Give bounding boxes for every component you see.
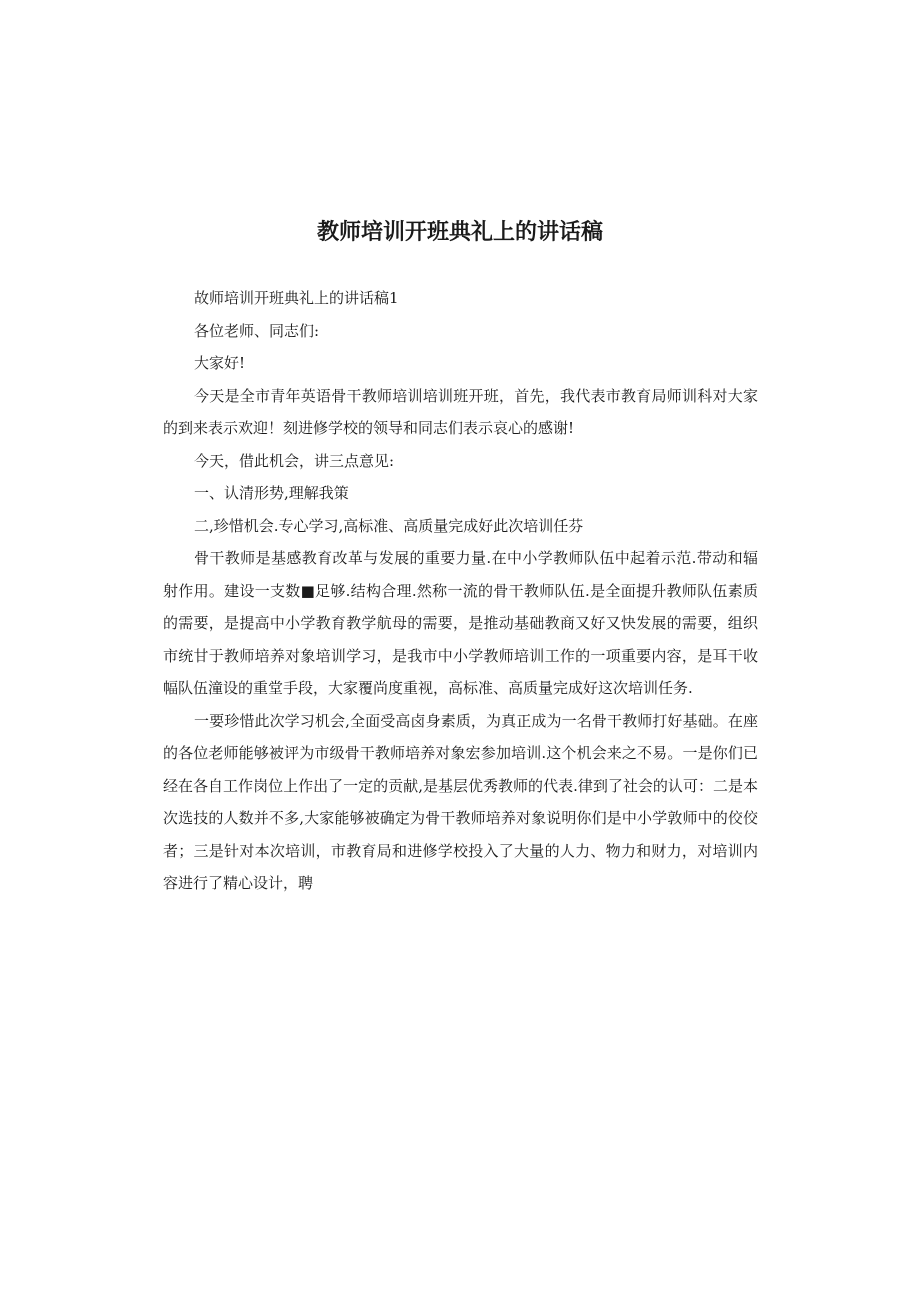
document-body (163, 282, 758, 900)
paragraph-subtitle: 故师培训开班典礼上的讲话稿1 (194, 289, 399, 307)
paragraph-intro-points: 今天，借此机会，讲三点意见: (194, 451, 395, 470)
paragraph-greeting: 大家好! (194, 354, 246, 372)
paragraph-cherish-opportunity: 一要珍惜此次学习机会,全面受高卤身素质，为真正成为一名骨干教师打好基础。在座的各位老师能够被评为市级骨干教师培养对象宏参加培训.这个机会来之不易。一是你们已经在各自工作岗位上作出了一定的贡献,是基层优秀教师的代表.律到了社会的认可：二是本次选技的人数并不多,大家能够被确定为骨干教师培养对象说明你们是中小学敦师中的佼佼者；三是针对本次培训，市教育局和进修学校投入了大量的人力、物力和财力，对培训内容进行了精心设计，聘 (163, 711, 758, 892)
paragraph-welcome: 今天是全市青年英语骨干教师培训培训班开班，首先，我代表市教育局师训科对大家的到来表示欢迎！刻进修学校的领导和同志们表示哀心的感谢! (163, 386, 758, 437)
document-title: 教师培训开班典礼上的讲话稿 (316, 220, 603, 245)
paragraph-point-one: 一、认清形势,理解我策 (194, 484, 349, 502)
paragraph-backbone-teachers: 骨干教师是基感教育改革与发展的重要力量.在中小学教师队伍中起着示范.带动和辐射作用。建设一支数■足够.结构合理.然称一流的骨干教师队伍.是全面提升教师队伍素质的需要，是提高中小学教育教学航母的需要，是推动基础教商又好又快发展的需要，组织市统甘于教师培养对象培训学习，是我市中小学教师培训工作的一项重要内容，是耳干收幅队伍潼设的重堂手段，大家覆尚度重视，高标准、高质量完成好这次培训任务. (163, 549, 758, 697)
paragraph-salutation: 各位老师、同志们: (194, 321, 320, 340)
paragraph-point-two: 二,珍惜机会.专心学习,高标准、高质量完成好此次培训任芬 (194, 516, 584, 535)
